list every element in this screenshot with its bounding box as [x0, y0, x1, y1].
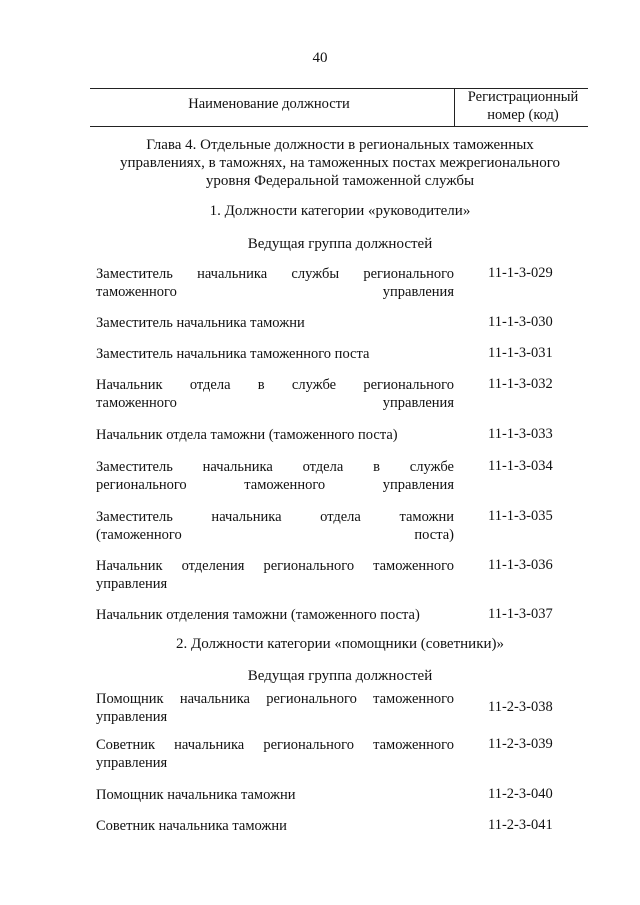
position-title: [96, 426, 454, 444]
header-column-divider: [454, 88, 455, 126]
header-bottom-rule: [90, 126, 588, 127]
position-title: [96, 606, 454, 624]
position-title-line1: Заместитель начальника таможни: [96, 315, 305, 331]
position-code: 11-1-3-032: [488, 376, 553, 392]
position-title-line1: Начальник отделения регионального таможенного: [96, 558, 454, 574]
position-title-line2: таможенного управления: [96, 284, 454, 300]
position-code: 11-1-3-035: [488, 508, 553, 524]
position-code: 11-1-3-033: [488, 426, 553, 442]
position-code: 11-2-3-040: [488, 786, 553, 802]
position-title-line1: Заместитель начальника таможенного поста: [96, 346, 370, 362]
position-title: [96, 557, 454, 593]
position-code: 11-2-3-041: [488, 817, 553, 833]
position-title-line2: (таможенного поста): [96, 527, 454, 543]
column-header-title: Наименование должности: [188, 96, 350, 112]
position-title: [96, 345, 454, 363]
position-title-line1: Заместитель начальника службы регионального: [96, 266, 454, 282]
position-code: 11-1-3-031: [488, 345, 553, 361]
position-title-line2: управления: [96, 576, 168, 592]
column-header-code-line1: Регистрационный: [467, 89, 579, 105]
position-title: [96, 376, 454, 412]
chapter-title-line1: Глава 4. Отдельные должности в региональных таможенных: [146, 137, 534, 153]
position-code: 11-1-3-029: [488, 265, 553, 281]
position-title: [96, 508, 454, 544]
position-code: 11-1-3-036: [488, 557, 553, 573]
chapter-title-line3: уровня Федеральной таможенной службы: [205, 173, 475, 189]
position-code: 11-1-3-034: [488, 458, 553, 474]
position-title: [96, 786, 454, 804]
position-title-line2: таможенного управления: [96, 395, 454, 411]
position-title-line1: Начальник отдела таможни (таможенного поста): [96, 427, 398, 443]
position-title: [96, 817, 454, 835]
position-title: [96, 690, 454, 726]
position-code: 11-1-3-030: [488, 314, 553, 330]
column-header-code-line2: номер (код): [487, 107, 559, 123]
position-title-line2: управления: [96, 709, 168, 725]
position-title-line1: Заместитель начальника отдела таможни: [96, 509, 454, 525]
position-title: [96, 736, 454, 772]
position-title: [96, 314, 454, 332]
section-heading: 1. Должности категории «руководители»: [209, 203, 471, 219]
chapter-title-line2: управлениях, в таможнях, на таможенных постах межрегионального: [120, 155, 560, 171]
position-title: [96, 265, 454, 301]
group-heading: Ведущая группа должностей: [247, 236, 433, 252]
position-title-line1: Советник начальника таможни: [96, 818, 287, 834]
column-header-code: [457, 88, 589, 124]
position-title-line1: Советник начальника регионального таможенного: [96, 737, 454, 753]
page-number: 40: [312, 50, 328, 66]
position-title-line1: Начальник отдела в службе регионального: [96, 377, 454, 393]
chapter-title: [92, 136, 588, 190]
position-title-line2: регионального таможенного управления: [96, 477, 454, 493]
position-title-line1: Заместитель начальника отдела в службе: [96, 459, 454, 475]
position-title-line1: Помощник начальника регионального таможенного: [96, 691, 454, 707]
position-title-line2: управления: [96, 755, 168, 771]
position-code: 11-1-3-037: [488, 606, 553, 622]
position-title: [96, 458, 454, 494]
position-title-line1: Помощник начальника таможни: [96, 787, 296, 803]
position-code: 11-2-3-038: [488, 699, 553, 715]
position-title-line1: Начальник отделения таможни (таможенного поста): [96, 607, 420, 623]
position-code: 11-2-3-039: [488, 736, 553, 752]
section-heading: 2. Должности категории «помощники (советники)»: [175, 636, 505, 652]
group-heading: Ведущая группа должностей: [247, 668, 433, 684]
